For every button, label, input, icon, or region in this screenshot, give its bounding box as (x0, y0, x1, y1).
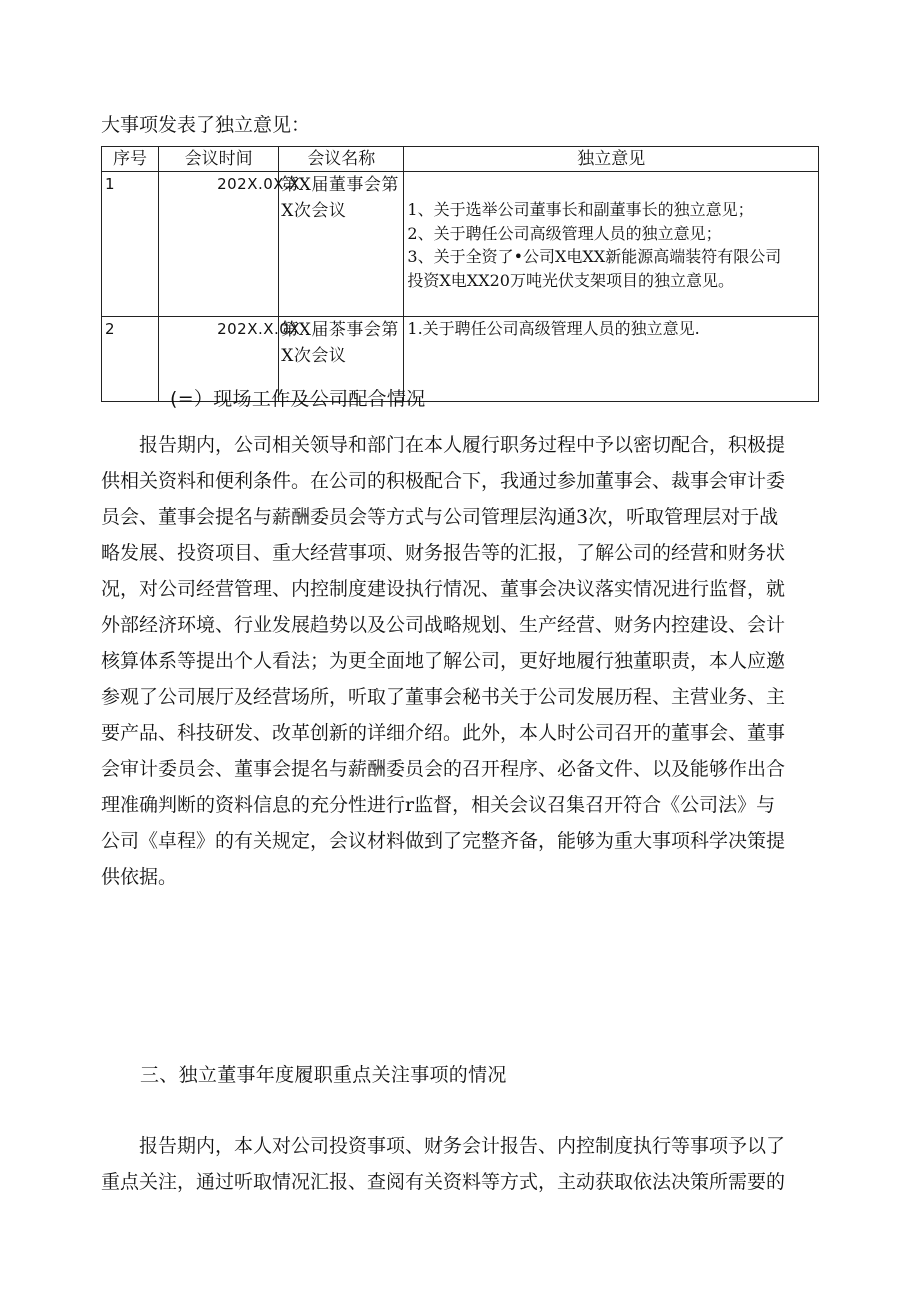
paragraph-line: 核算体系等提出个人看法；为更全面地了解公司，更好地履行独董职责，本人应邀 (101, 650, 786, 672)
header-meeting-name: 会议名称 (279, 147, 404, 172)
row-meeting-name (279, 172, 404, 317)
opinion-item: 1、关于选举公司董事长和副董事长的独立意见； (407, 200, 754, 219)
paragraph-line: 况，对公司经营管理、内控制度建设执行情况、董事会决议落实情况进行监督，就 (101, 578, 786, 600)
paragraph-line: 参观了公司展厅及经营场所，听取了董事会秘书关于公司发展历程、主营业务、主 (101, 686, 786, 708)
header-independent-opinion: 独立意见 (404, 147, 819, 172)
independent-opinions-table (101, 146, 819, 402)
row-opinions (404, 172, 819, 317)
table-row (102, 172, 819, 317)
paragraph-line: 员会、董事会提名与薪酬委员会等方式与公司管理层沟通3次，听取管理层对于战 (101, 506, 779, 528)
opinion-item: 投资X电XX20万吨光伏支架项目的独立意见。 (407, 270, 734, 290)
paragraph-line: 理准确判断的资料信息的充分性进行r监督，相关会议召集召开符合《公司法》与 (101, 794, 776, 816)
meeting-name-line: 第X届茶事会第 (281, 320, 399, 340)
row-opinions (404, 317, 819, 402)
opinion-item: 1.关于聘任公司高级管理人员的独立意见. (407, 319, 700, 338)
opinion-item: 2、关于聘任公司高级管理人员的独立意见； (407, 223, 722, 243)
paragraph-line: 供相关资料和便利条件。在公司的积极配合下，我通过参加董事会、裁事会审计委 (101, 470, 786, 492)
paragraph-line: 公司《卓程》的有关规定，会议材料做到了完整齐备，能够为重大事项科学决策提 (101, 830, 786, 852)
meeting-name-line: X次会议 (281, 346, 347, 366)
subsection-heading: (=）现场工作及公司配合情况 (170, 388, 426, 410)
row-meeting-date: 202X.0X.X (159, 172, 279, 317)
meeting-name-line: 第X届董事会第 (281, 175, 399, 195)
paragraph-line: 供依据。 (101, 866, 178, 888)
row-meeting-date: 202X.X.0X (159, 317, 279, 402)
intro-text: 大事项发表了独立意见： (101, 114, 311, 136)
section-heading: 三、独立董事年度履职重点关注事项的情况 (140, 1064, 507, 1086)
body-paragraph-cooperation (101, 427, 821, 895)
paragraph-line: 略发展、投资项目、重大经营事项、财务报告等的汇报，了解公司的经营和财务状 (101, 542, 786, 564)
header-meeting-time: 会议时间 (159, 147, 279, 172)
table-header-row (102, 147, 819, 172)
paragraph-line: 报告期内，本人对公司投资事项、财务会计报告、内控制度执行等事项予以了 (139, 1135, 786, 1157)
paragraph-line: 要产品、科技研发、改革创新的详细介绍。此外，本人时公司召开的董事会、董事 (101, 722, 786, 744)
body-paragraph-focus (101, 1128, 821, 1200)
paragraph-line: 会审计委员会、董事会提名与薪酬委员会的召开程序、必备文件、以及能够作出合 (101, 758, 786, 780)
row-serial-no: 2 (102, 317, 159, 402)
paragraph-line: 报告期内，公司相关领导和部门在本人履行职务过程中予以密切配合，积极提 (139, 434, 786, 456)
opinion-item: 3、关于全资了•公司X电XX新能源高端装符有限公司 (407, 247, 782, 266)
meeting-name-line: X次会议 (281, 201, 347, 221)
paragraph-line: 外部经济环境、行业发展趋势以及公司战略规划、生产经营、财务内控建设、会计 (101, 614, 786, 636)
header-serial-no: 序号 (102, 147, 159, 172)
row-serial-no: 1 (102, 172, 159, 317)
paragraph-line: 重点关注，通过听取情况汇报、查阅有关资料等方式，主动获取依法决策所需要的 (101, 1171, 786, 1193)
